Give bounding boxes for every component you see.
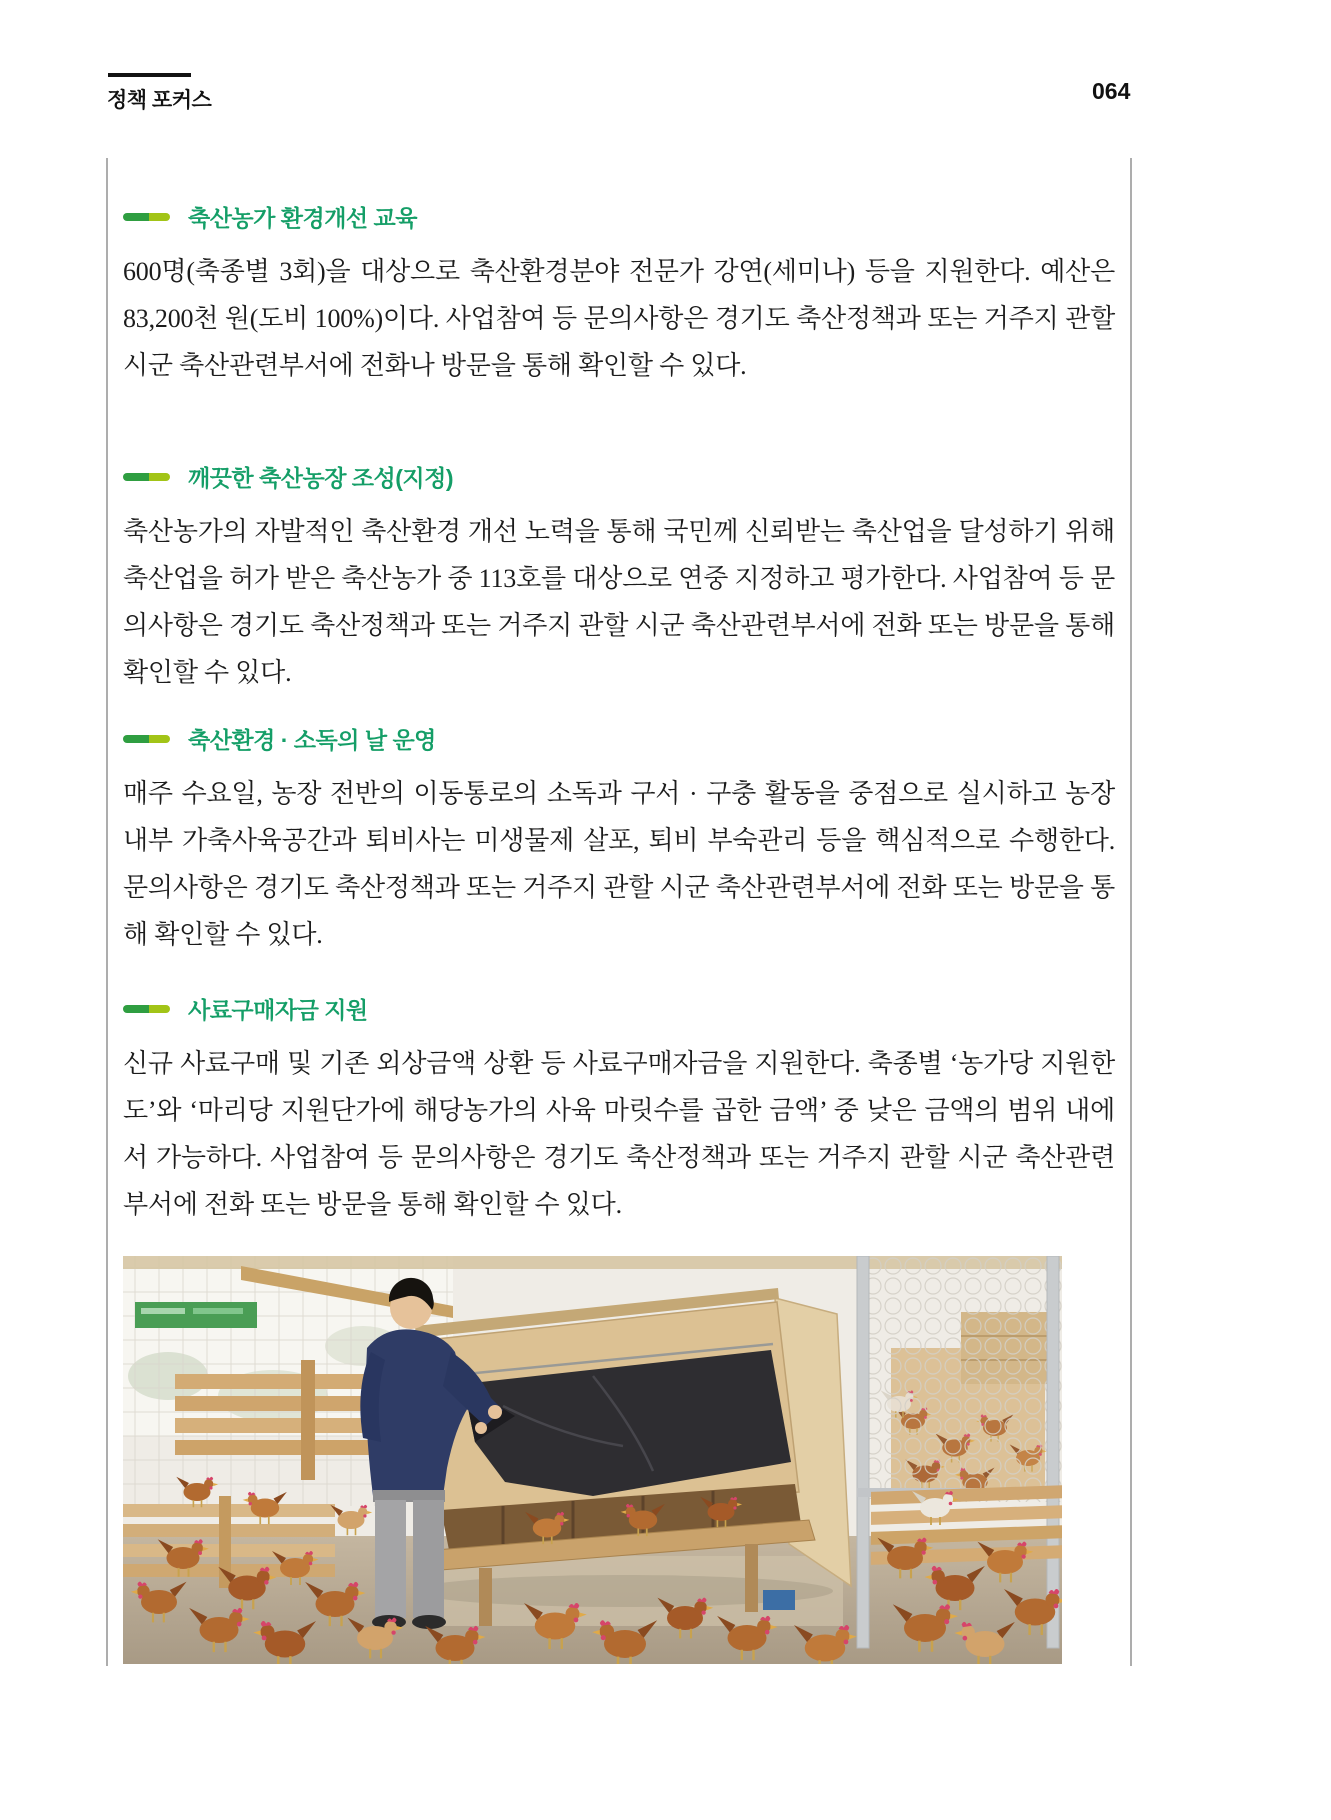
section-body: 신규 사료구매 및 기존 외상금액 상환 등 사료구매자금을 지원한다. 축종별 ‘농가당 지원한도’와 ‘마리당 지원단가에 해당농가의 사육 마릿수를 곱한 금액’ 중 낮은 금액의 범위 내에서 가능하다. 사업참여 등 문의사항은 경기도 축산정책과 또는 거주지 관할 시군 축산관련부서에 전화 또는 방문을 통해 확인할 수 있다. (123, 1049, 1115, 1219)
section-heading (123, 200, 1115, 233)
section-title: 축산농가 환경개선 교육 (188, 205, 417, 231)
page-kicker: 정책 포커스 (107, 89, 212, 112)
section-disinfection-day (123, 722, 1115, 958)
section-dash-icon (123, 735, 170, 743)
section-title: 사료구매자금 지원 (188, 997, 368, 1023)
section-body: 매주 수요일, 농장 전반의 이동통로의 소독과 구서 · 구충 활동을 중점으로 실시하고 농장 내부 가축사육공간과 퇴비사는 미생물제 살포, 퇴비 부숙관리 등을 핵심적으로 수행한다. 문의사항은 경기도 축산정책과 또는 거주지 관할 시군 축산관련부서에 전화 또는 방문을 통해 확인할 수 있다. (123, 779, 1115, 949)
section-heading (123, 460, 1115, 493)
section-body: 축산농가의 자발적인 축산환경 개선 노력을 통해 국민께 신뢰받는 축산업을 달성하기 위해 축산업을 허가 받은 축산농가 중 113호를 대상으로 연중 지정하고 평가한다. 사업참여 등 문의사항은 경기도 축산정책과 또는 거주지 관할 시군 축산관련부서에 전화 또는 방문을 통해 확인할 수 있다. (123, 517, 1115, 687)
section-clean-farm (123, 460, 1115, 696)
left-rule (106, 158, 108, 1666)
section-title: 축산환경 · 소독의 날 운영 (188, 727, 436, 753)
right-rule (1130, 158, 1132, 1666)
section-heading (123, 722, 1115, 755)
section-title: 깨끗한 축산농장 조성(지정) (188, 465, 453, 491)
section-feed-fund (123, 992, 1115, 1228)
chicken-farm-photo-svg (123, 1256, 1062, 1664)
page-number: 064 (1092, 78, 1131, 104)
section-dash-icon (123, 1005, 170, 1013)
green-sign (135, 1302, 257, 1328)
chicken-farm-photo (123, 1256, 1062, 1664)
section-dash-icon (123, 213, 170, 221)
section-environment-education (123, 200, 1115, 389)
section-heading (123, 992, 1115, 1025)
kicker-top-bar (108, 73, 191, 77)
section-body: 600명(축종별 3회)을 대상으로 축산환경분야 전문가 강연(세미나) 등을 지원한다. 예산은 83,200천 원(도비 100%)이다. 사업참여 등 문의사항은 경기도 축산정책과 또는 거주지 관할 시군 축산관련부서에 전화나 방문을 통해 확인할 수 있다. (123, 257, 1115, 380)
section-dash-icon (123, 473, 170, 481)
